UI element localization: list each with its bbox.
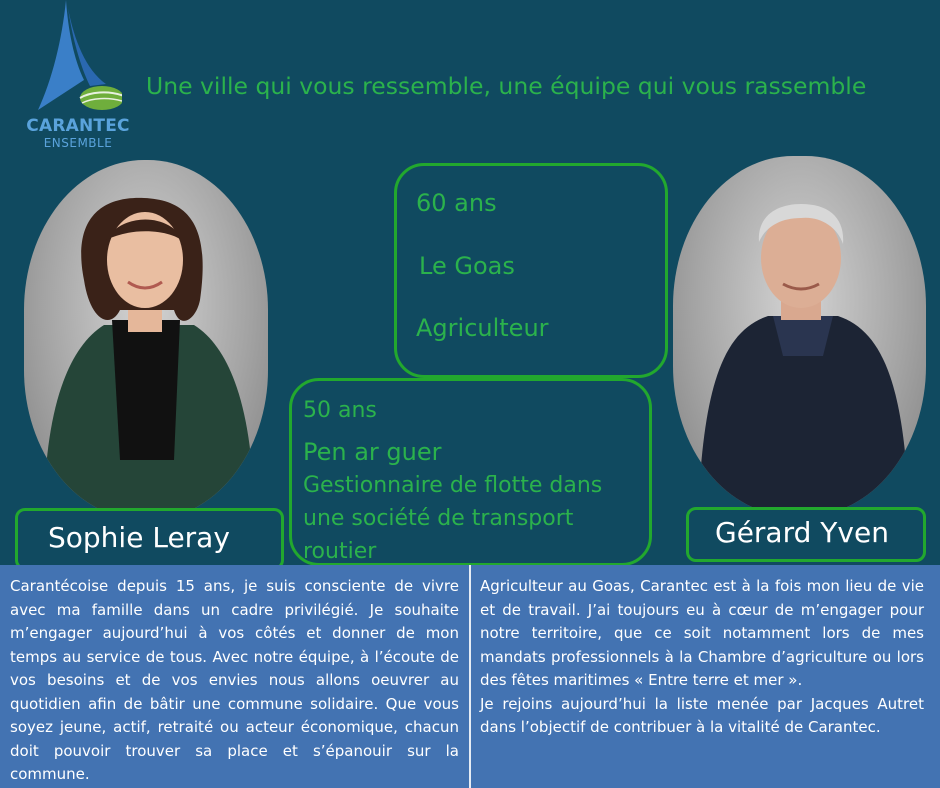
logo-name: CARANTEC (26, 116, 130, 136)
info-age-bottom: 50 ans (303, 398, 377, 423)
name-label-left: Sophie Leray (15, 508, 284, 570)
logo-subtitle: ENSEMBLE (43, 136, 113, 150)
bio-text-right (480, 575, 924, 740)
info-place-top: Le Goas (419, 252, 515, 280)
woman-portrait-icon (24, 160, 268, 520)
info-age-top: 60 ans (416, 189, 497, 217)
man-portrait-icon (673, 156, 926, 516)
sail-and-fields-logo-icon (34, 0, 122, 116)
bio-paragraph: Agriculteur au Goas, Carantec est à la fois mon lieu de vie et de travail. J’ai toujours eu à cœur de m’engager pour notre territoire, que ce soit notamment lors de mes mandats professionnels à la Chambre d’agriculture ou lors des fêtes maritimes « Entre terre et mer ». (480, 577, 924, 689)
info-bubble-top (394, 163, 668, 378)
bio-text-left: Carantécoise depuis 15 ans, je suis consciente de vivre avec ma famille dans un cadre privilégié. Je souhaite m’engager aujourd’hui à vos côtés et donner de mon temps au service de tous. Avec notre équipe, à l’écoute de vos besoins et de vos envies nous allons oeuvrer au quotidien afin de bâtir une commune solidaire. Que vous soyez jeune, actif, retraité ou acteur économique, chacun doit pouvoir trouver sa place et s’épanouir sur la commune. (10, 577, 459, 783)
bio-panel-left (0, 565, 469, 788)
portrait-right (673, 156, 926, 516)
carantec-logo (22, 0, 134, 158)
name-label-right: Gérard Yven (686, 507, 926, 562)
info-bubble-bottom (289, 378, 652, 566)
slogan: Une ville qui vous ressemble, une équipe qui vous rassemble (146, 72, 867, 100)
bio-panel-right (471, 565, 940, 788)
info-job-bottom-line-3: routier (303, 539, 377, 564)
info-job-bottom-line-2: une société de transport (303, 506, 574, 531)
info-place-bottom: Pen ar guer (303, 438, 442, 466)
info-job-top: Agriculteur (416, 314, 549, 342)
portrait-left (24, 160, 268, 520)
info-job-bottom-line-1: Gestionnaire de flotte dans (303, 473, 603, 498)
bio-paragraph: Je rejoins aujourd’hui la liste menée par Jacques Autret dans l’objectif de contribuer à la vitalité de Carantec. (480, 694, 924, 736)
